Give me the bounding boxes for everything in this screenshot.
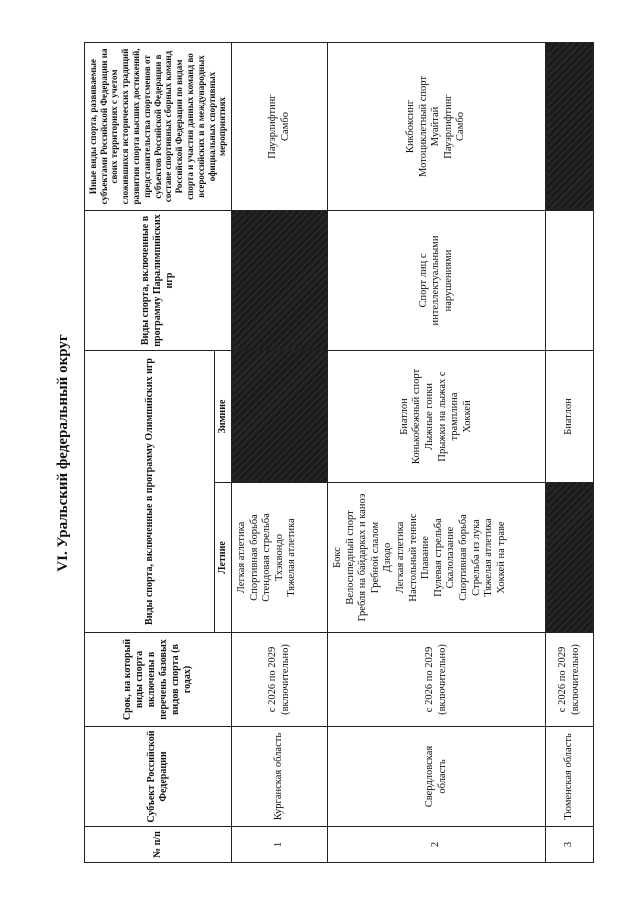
row-subject: Курганская область bbox=[232, 727, 328, 827]
header-subject: Субъект Российской Федерации bbox=[85, 727, 232, 827]
sport-item: Легкая атлетика bbox=[394, 521, 406, 594]
sport-item: Конькобежный спорт bbox=[411, 368, 423, 465]
row-term: с 2026 по 2029 (включительно) bbox=[232, 633, 328, 727]
row-term: с 2026 по 2029 (включительно) bbox=[546, 633, 594, 727]
sport-item: Хоккей bbox=[461, 400, 473, 433]
other-sports-cell bbox=[328, 43, 546, 211]
sport-item: Стендовая стрельба bbox=[261, 513, 273, 602]
summer-sports-cell bbox=[232, 483, 328, 633]
sport-item: Пулевая стрельба bbox=[432, 518, 444, 597]
sport-item: Настольный теннис bbox=[407, 513, 419, 602]
other-sports-cell bbox=[232, 43, 328, 211]
sport-item: Плавание bbox=[420, 536, 432, 579]
table-row bbox=[232, 43, 328, 863]
header-other: Иные виды спорта, развиваемые субъектами Российской Федерации на своих территориях с учетом сложившихся исторических традиций развития спорта высших достижений, представительства спортсменов от субъектов Российской Федерации в составе спортивных сборных команд Российской Федерации по видам спорта и участия данных команд во всероссийских и в международных официальных спортивных мероприятиях bbox=[85, 43, 232, 211]
row-num: 3 bbox=[546, 827, 594, 863]
row-subject: Свердловская область bbox=[328, 727, 546, 827]
redacted-cell bbox=[546, 43, 594, 211]
row-num: 1 bbox=[232, 827, 328, 863]
paralympic-sports-cell bbox=[546, 211, 594, 351]
header-num: № п/п bbox=[85, 827, 232, 863]
redacted-cell bbox=[232, 211, 328, 351]
sport-item: Тяжелая атлетика bbox=[483, 518, 495, 597]
sport-item: Пауэрлифтинг bbox=[442, 94, 454, 159]
sport-item: Спортивная борьба bbox=[457, 514, 469, 601]
paralympic-sports-cell bbox=[328, 211, 546, 351]
sport-item: Муайтай bbox=[430, 106, 442, 147]
sport-item: Скалолазание bbox=[445, 526, 457, 589]
sport-item: Стрельба из лука bbox=[470, 519, 482, 596]
sport-item: Самбо bbox=[279, 112, 291, 141]
sport-item: Прыжки на лыжах с трамплина bbox=[436, 371, 461, 462]
sport-item: Мотоциклетный спорт bbox=[417, 76, 429, 177]
summer-sports-cell bbox=[328, 483, 546, 633]
sport-item: Самбо bbox=[455, 112, 467, 141]
winter-sports-cell bbox=[546, 351, 594, 483]
sport-item: Гребля на байдарках и каноэ bbox=[357, 493, 369, 622]
sport-item: Спорт лиц с интеллектуальными нарушениями bbox=[417, 235, 454, 326]
header-term: Срок, на который виды спорта включены в перечень базовых видов спорта (в годах) bbox=[85, 633, 232, 727]
row-num: 2 bbox=[328, 827, 546, 863]
table-row bbox=[546, 43, 594, 863]
section-title: VI. Уральский федеральный округ bbox=[55, 334, 71, 572]
sport-item: Хоккей на траве bbox=[495, 521, 507, 594]
sport-item: Дзюдо bbox=[382, 542, 394, 573]
row-subject: Тюменская область bbox=[546, 727, 594, 827]
header-row bbox=[85, 43, 215, 863]
sport-item: Биатлон bbox=[563, 398, 575, 435]
sport-item: Гребной слалом bbox=[369, 521, 381, 594]
sport-item: Лыжные гонки bbox=[423, 382, 435, 451]
sport-item: Тяжелая атлетика bbox=[286, 518, 298, 597]
sport-item: Легкая атлетика bbox=[236, 521, 247, 594]
header-winter: Зимние bbox=[215, 351, 232, 483]
sport-item: Тхэквондо bbox=[273, 534, 285, 581]
header-summer: Летние bbox=[215, 483, 232, 633]
header-olympic: Виды спорта, включенные в программу Олимпийских игр bbox=[85, 351, 215, 633]
winter-sports-cell bbox=[328, 351, 546, 483]
row-term: с 2026 по 2029 (включительно) bbox=[328, 633, 546, 727]
redacted-cell bbox=[546, 483, 594, 633]
header-paralympic: Виды спорта, включенные в программу Паралимпийских игр bbox=[85, 211, 232, 351]
sport-item: Бокс bbox=[332, 547, 343, 568]
sport-item: Пауэрлифтинг bbox=[266, 94, 278, 159]
sport-item: Спортивная борьба bbox=[248, 514, 260, 601]
sport-item: Биатлон bbox=[398, 398, 410, 435]
table-row bbox=[328, 43, 546, 863]
redacted-cell bbox=[232, 351, 328, 483]
sport-item: Кикбоксинг bbox=[405, 99, 417, 154]
rotated-sheet bbox=[50, 43, 590, 863]
sports-table bbox=[84, 42, 594, 863]
sport-item: Велосипедный спорт bbox=[344, 510, 356, 605]
